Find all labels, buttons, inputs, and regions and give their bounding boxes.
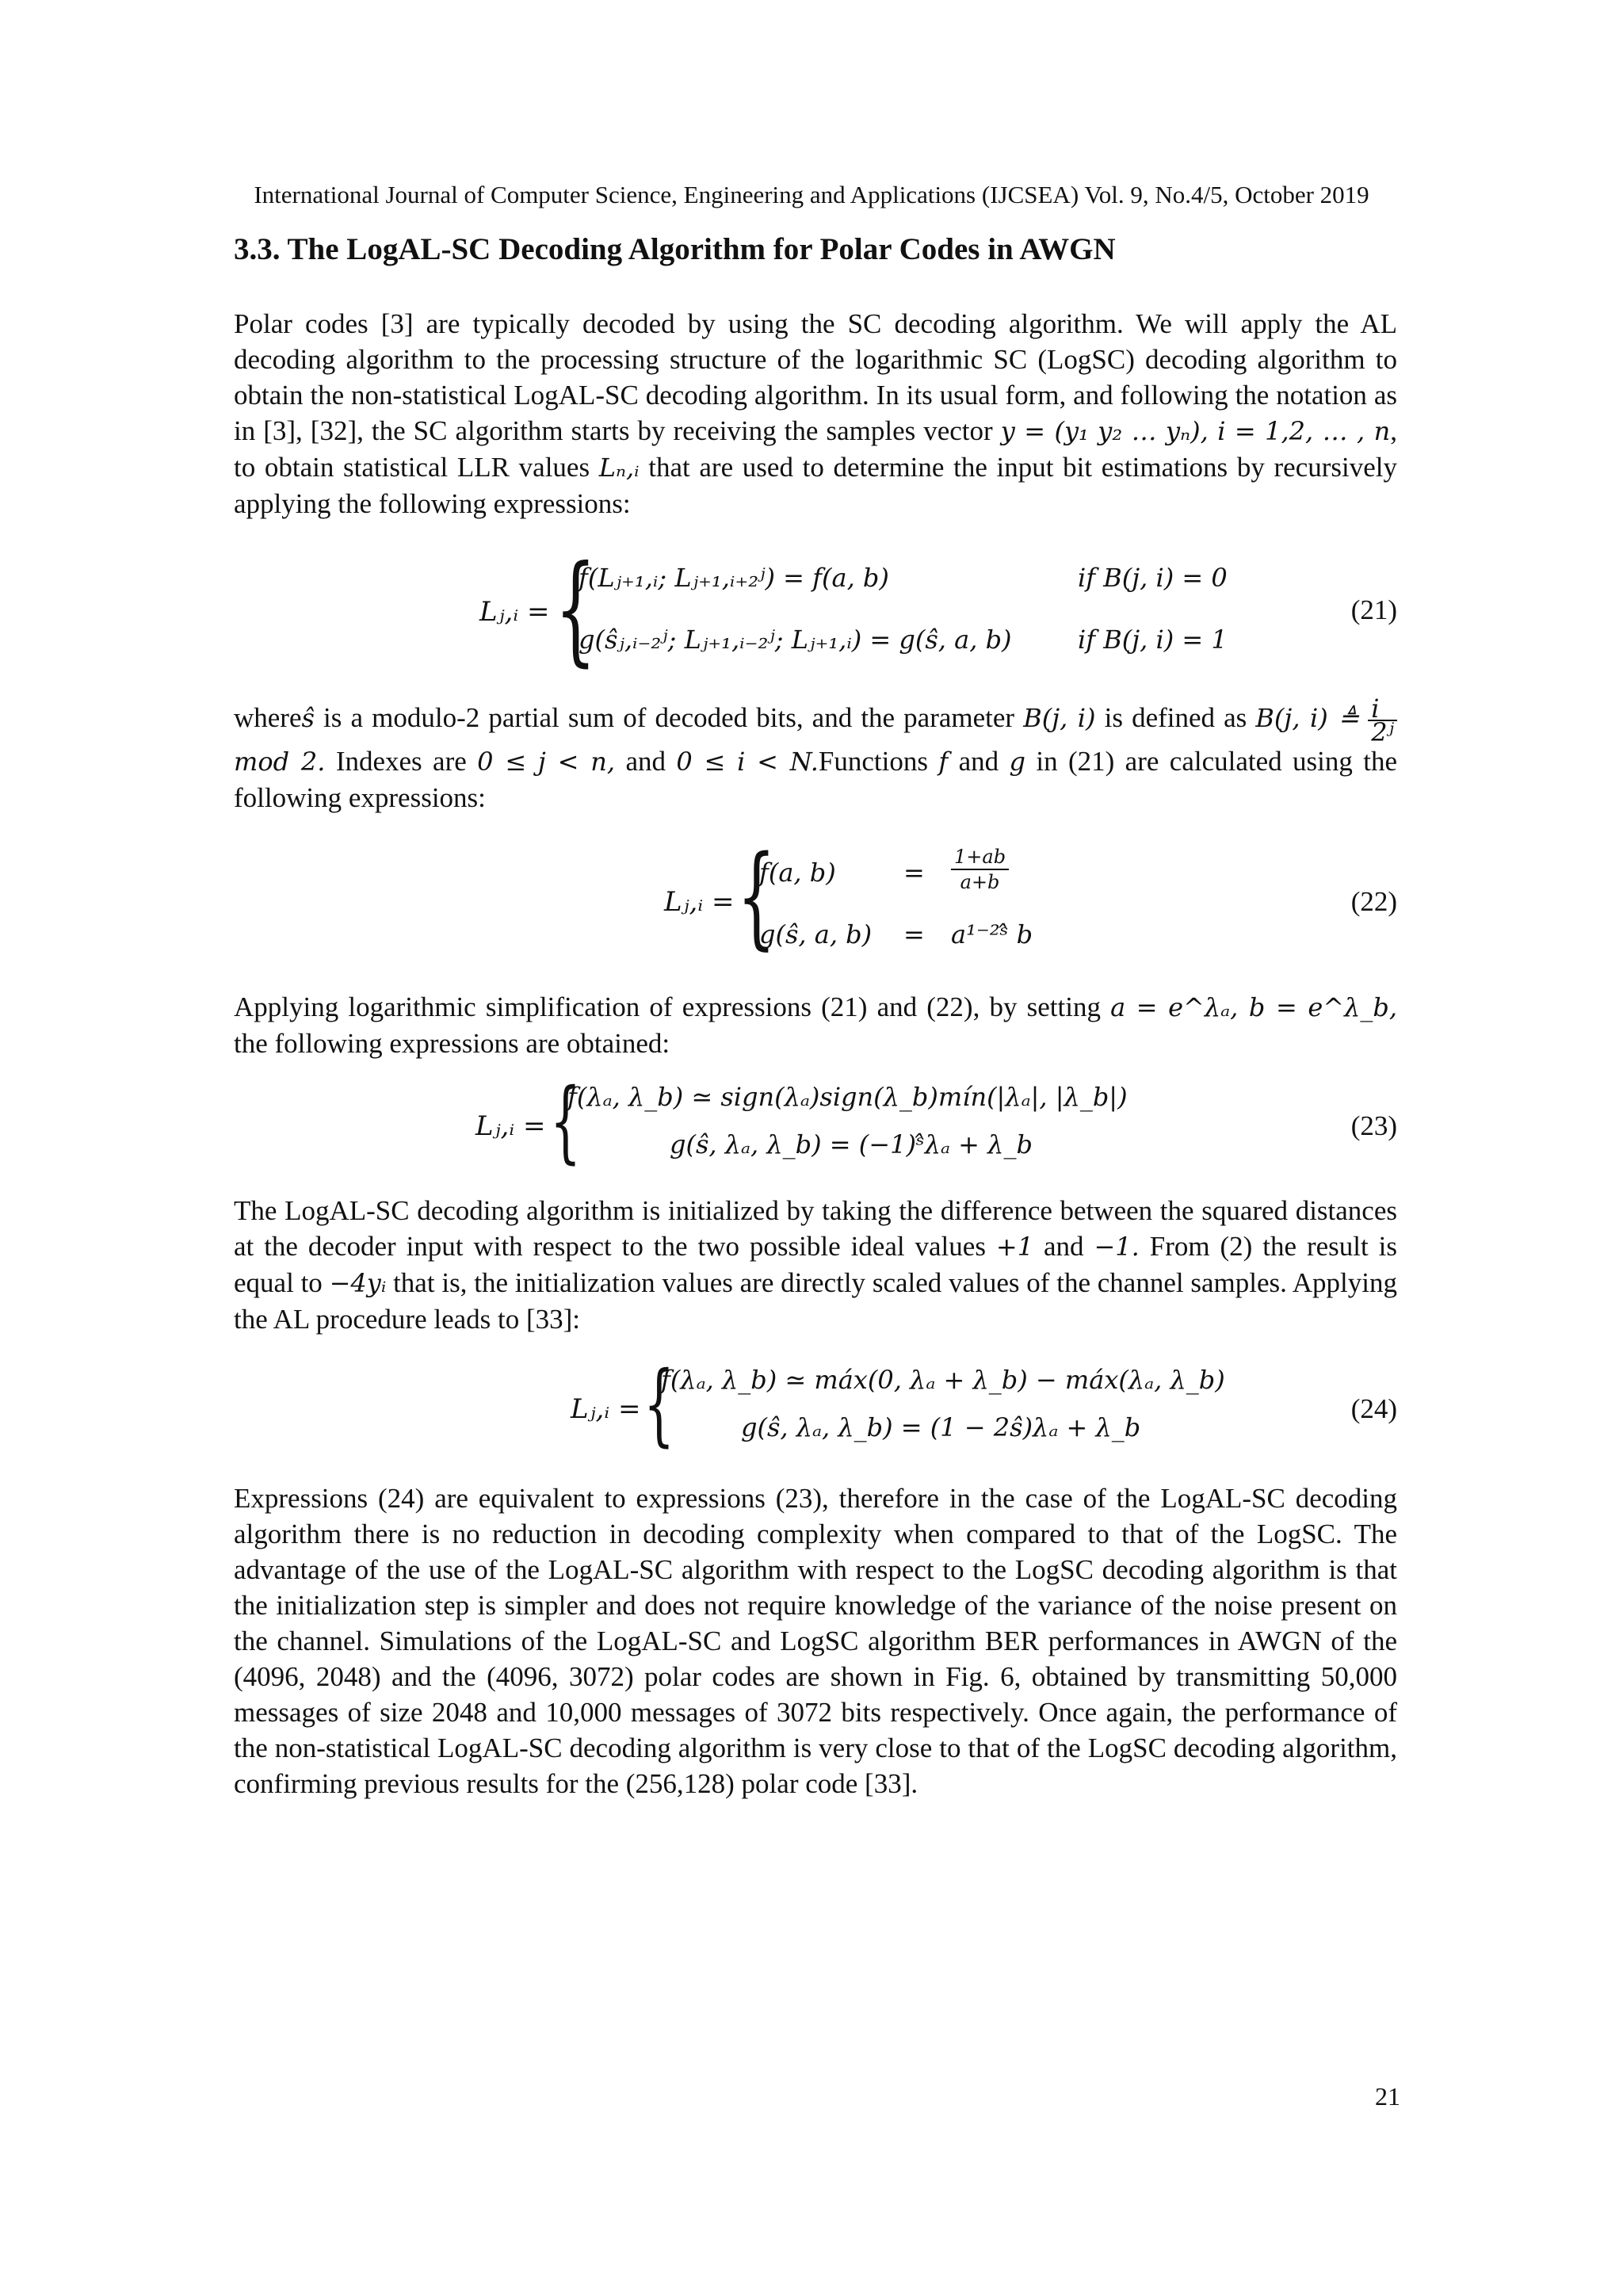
equation-row: f(λₐ, λ_b) ≃ máx(0, λₐ + λ_b) − máx(λₐ, λ_b) (661, 1365, 1225, 1395)
text-run: and (948, 746, 1010, 777)
equation-condition: if B(j, i) = 0 (1078, 563, 1228, 593)
text-run: is defined as (1095, 702, 1256, 734)
math-inline: +1 (995, 1232, 1034, 1262)
math-inline: B(j, i) ≜ (1255, 703, 1360, 734)
text-run: Indexes are (325, 746, 478, 777)
text-run: The LogAL-SC decoding algorithm is initialized by taking the difference between the squared distances at the decoder input with respect to the two possible ideal values (234, 1195, 1397, 1262)
text-run: where (234, 702, 302, 734)
running-header: International Journal of Computer Science, Engineering and Applications (IJCSEA) Vol. 9, No.4/5, October 2019 (254, 181, 1369, 208)
equation-22 (0, 832, 1623, 967)
text-run: Functions (818, 746, 939, 777)
equation-24 (0, 1353, 1623, 1460)
left-brace: { (550, 1070, 582, 1173)
math-inline: B(j, i) (1023, 703, 1096, 734)
math-inline: 0 ≤ j < n, (477, 747, 616, 777)
text-run: that is, the initialization values are directly scaled values of the channel samples. Applying the AL procedure leads to [33]: (234, 1267, 1397, 1335)
text-run: is a modulo-2 partial sum of decoded bits, and the parameter (314, 702, 1024, 734)
page-number: 21 (1375, 2082, 1400, 2111)
equation-number: (22) (1350, 886, 1397, 917)
equation-row: f(a, b) (759, 858, 836, 888)
text-run: in (21) are calculated using the following expressions: (234, 746, 1397, 813)
section-heading: 3.3. The LogAL-SC Decoding Algorithm for Polar Codes in AWGN (234, 232, 1116, 266)
equation-fraction (951, 845, 1009, 894)
equation-lhs: Lⱼ,ᵢ = (664, 886, 735, 918)
fraction-numerator: i (1368, 697, 1397, 721)
text-run: From (2) the result is equal to (234, 1231, 1397, 1298)
math-inline: −4yᵢ (329, 1268, 387, 1298)
text-run: , to obtain statistical LLR values (234, 415, 1398, 483)
fraction-numerator: 1+ab (951, 845, 1009, 870)
text-run: Polar codes [3] are typically decoded by using the SC decoding algorithm. We will apply the AL decoding algorithm to the processing structure of the logarithmic SC (LogSC) decoding algorithm to obtain the non-statistical LogAL-SC decoding algorithm. In its usual form, and following the notation as in [3], [32], the SC algorithm starts by receiving the samples vector (234, 308, 1397, 446)
equation-row: g(ŝ, a, b) (759, 919, 873, 949)
equals-sign: = (903, 919, 925, 949)
fraction-denominator: 2ʲ (1371, 717, 1395, 747)
paragraph-definitions (234, 693, 1397, 816)
equation-row: a¹⁻²ˢ̂ b (951, 919, 1033, 949)
math-inline: f (938, 747, 949, 777)
math-inline: ŝ (301, 703, 315, 734)
equation-lhs: Lⱼ,ᵢ = (475, 1110, 546, 1142)
paragraph-simplification (234, 989, 1397, 1061)
text-run: and (1033, 1231, 1094, 1262)
math-inline: mod 2. (234, 747, 326, 777)
equals-sign: = (903, 858, 925, 888)
equation-row: g(ŝ, λₐ, λ_b) = (−1)ˢ̂λₐ + λ_b (670, 1129, 1033, 1159)
left-brace: { (737, 832, 776, 961)
equation-row: g(ŝ, λₐ, λ_b) = (1 − 2ŝ)λₐ + λ_b (741, 1412, 1141, 1442)
math-inline: g (1009, 747, 1025, 777)
equation-number: (24) (1350, 1393, 1397, 1424)
fraction (1368, 693, 1397, 747)
paragraph-conclusion: Expressions (24) are equivalent to expressions (23), therefore in the case of the LogAL-SC decoding algorithm there is no reduction in decoding complexity when compared to that of the LogSC. The advantage of the use of the LogAL-SC algorithm with respect to the LogSC decoding algorithm is that the initialization step is simpler and does not require knowledge of the variance of the noise present on the channel. Simulations of the LogAL-SC and LogSC algorithm BER performances in AWGN of the (4096, 2048) and the (4096, 3072) polar codes are shown in Fig. 6, obtained by transmitting 50,000 messages of size 2048 and 10,000 messages of 3072 bits respectively. Once again, the performance of the non-statistical LogAL-SC decoding algorithm is very close to that of the LogSC decoding algorithm, confirming previous results for the (256,128) polar code [33]. (234, 1483, 1397, 1799)
text-run: Applying logarithmic simplification of expressions (21) and (22), by setting (234, 991, 1111, 1022)
equation-row: f(Lⱼ₊₁,ᵢ; Lⱼ₊₁,ᵢ₊₂ʲ) = f(a, b) (579, 563, 889, 593)
text-run: that are used to determine the input bit estimations by recursively applying the following expressions: (234, 452, 1397, 519)
equation-lhs: Lⱼ,ᵢ = (479, 596, 550, 628)
left-brace: { (555, 541, 597, 678)
equation-lhs: Lⱼ,ᵢ = (571, 1393, 641, 1425)
text-run: the following expressions are obtained: (234, 1028, 670, 1059)
math-inline: 0 ≤ i < N. (676, 747, 819, 777)
math-inline: −1. (1094, 1232, 1140, 1262)
math-inline: a = e^λₐ, b = e^λ_b, (1110, 992, 1397, 1022)
equation-23 (0, 1070, 1623, 1177)
equation-row: f(λₐ, λ_b) ≃ sign(λₐ)sign(λ_b)mín(|λₐ|, |λ_b|) (567, 1082, 1128, 1112)
equation-row: g(ŝⱼ,ᵢ₋₂ʲ; Lⱼ₊₁,ᵢ₋₂ʲ; Lⱼ₊₁,ᵢ) = g(ŝ, a, b) (579, 625, 1012, 655)
fraction-denominator: a+b (960, 871, 1000, 893)
equation-21 (0, 541, 1623, 682)
equation-number: (21) (1350, 594, 1397, 625)
left-brace: { (643, 1353, 675, 1456)
math-inline: y = (y₁ y₂ … yₙ), i = 1,2, … , n (1000, 416, 1391, 446)
text-run: and (615, 746, 677, 777)
paragraph-initialization (234, 1193, 1397, 1337)
paragraph-intro (234, 306, 1397, 521)
math-inline: Lₙ,ᵢ (598, 453, 640, 483)
equation-number: (23) (1350, 1110, 1397, 1141)
equation-condition: if B(j, i) = 1 (1078, 625, 1228, 655)
